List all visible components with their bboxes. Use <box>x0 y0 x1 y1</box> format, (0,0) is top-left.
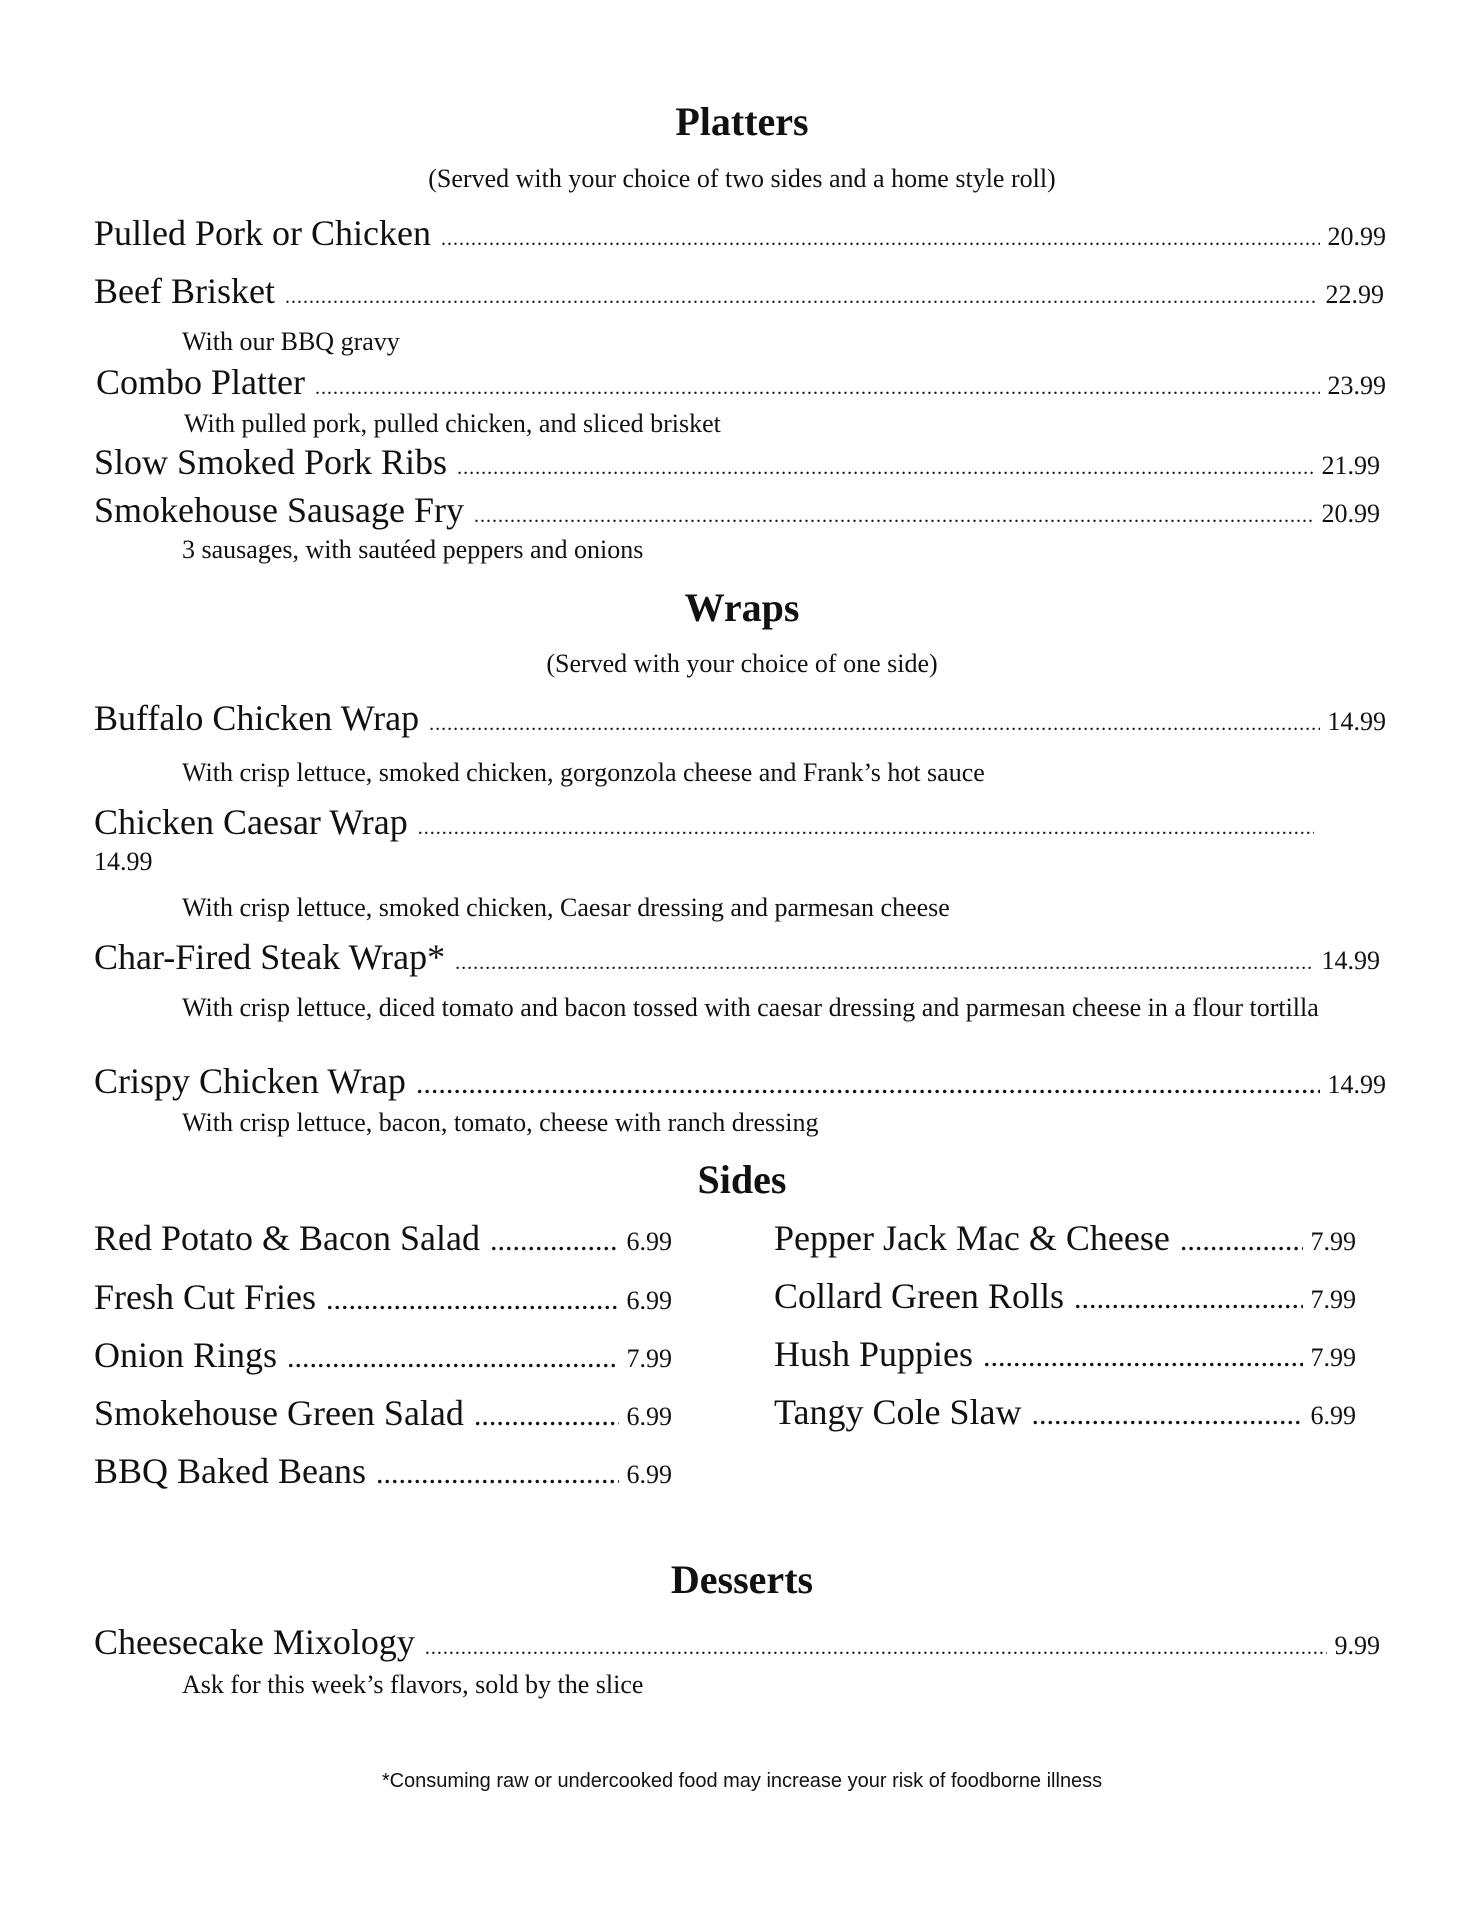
item-name: Beef Brisket <box>94 271 275 311</box>
menu-item <box>94 1624 1380 1660</box>
menu-item <box>94 1063 1386 1099</box>
leader-dots <box>457 458 1313 478</box>
side-item <box>774 1220 1356 1256</box>
sides-heading: Sides <box>697 1157 787 1202</box>
menu-item <box>94 215 1386 251</box>
side-item <box>774 1394 1356 1430</box>
item-price: 6.99 <box>1310 1401 1356 1430</box>
item-name: Pulled Pork or Chicken <box>94 213 431 253</box>
item-description: With crisp lettuce, smoked chicken, gorgonzola cheese and Frank’s hot sauce <box>182 758 985 787</box>
item-price: 14.99 <box>1327 1070 1386 1099</box>
item-name: Hush Puppies <box>774 1334 974 1374</box>
item-price: 6.99 <box>626 1402 672 1431</box>
item-price: 7.99 <box>1310 1285 1356 1314</box>
leader-dots <box>285 287 1318 307</box>
item-name: Tangy Cole Slaw <box>774 1392 1022 1432</box>
item-description: With pulled pork, pulled chicken, and sliced brisket <box>184 409 721 438</box>
item-price: 22.99 <box>1325 280 1384 309</box>
item-price: 7.99 <box>626 1344 672 1373</box>
leader-dots <box>490 1226 619 1256</box>
leader-dots <box>474 506 1314 526</box>
item-name: Slow Smoked Pork Ribs <box>94 442 448 482</box>
item-price: 6.99 <box>626 1286 672 1315</box>
item-name: Chicken Caesar Wrap <box>94 802 408 842</box>
side-item <box>94 1337 672 1373</box>
item-name: Char-Fired Steak Wrap* <box>94 937 446 977</box>
leader-dots <box>315 378 1320 398</box>
menu-item <box>94 444 1380 480</box>
item-price: 6.99 <box>626 1460 672 1489</box>
menu-item <box>96 364 1386 400</box>
item-price: 14.99 <box>1327 707 1386 736</box>
footnote: *Consuming raw or undercooked food may increase your risk of foodborne illness <box>381 1770 1103 1792</box>
item-price: 7.99 <box>1310 1227 1356 1256</box>
leader-dots <box>455 953 1313 973</box>
item-price: 21.99 <box>1321 451 1380 480</box>
menu-item <box>94 939 1380 975</box>
item-name: Smokehouse Green Salad <box>94 1393 464 1433</box>
desserts-heading: Desserts <box>670 1557 814 1602</box>
leader-dots <box>326 1285 618 1315</box>
leader-dots <box>1074 1284 1303 1314</box>
menu-item <box>94 804 1314 840</box>
item-name: Buffalo Chicken Wrap <box>94 698 420 738</box>
menu-item <box>94 700 1386 736</box>
item-price: 14.99 <box>94 847 153 876</box>
side-item <box>94 1453 672 1489</box>
leader-dots <box>1031 1400 1302 1430</box>
item-price: 23.99 <box>1327 371 1386 400</box>
item-name: BBQ Baked Beans <box>94 1451 366 1491</box>
leader-dots <box>441 229 1320 249</box>
item-description: With crisp lettuce, smoked chicken, Caesar dressing and parmesan cheese <box>182 893 950 922</box>
item-description: 3 sausages, with sautéed peppers and onions <box>182 535 644 564</box>
item-price: 7.99 <box>1310 1343 1356 1372</box>
item-price: 20.99 <box>1327 222 1386 251</box>
platters-subtitle: (Served with your choice of two sides and a home style roll) <box>428 164 1056 193</box>
item-price: 14.99 <box>1321 946 1380 975</box>
item-name: Collard Green Rolls <box>774 1276 1064 1316</box>
item-price: 20.99 <box>1321 499 1380 528</box>
side-item <box>774 1336 1356 1372</box>
leader-dots <box>376 1459 619 1489</box>
leader-dots <box>287 1343 618 1373</box>
item-name: Smokehouse Sausage Fry <box>94 490 464 530</box>
item-description: With crisp lettuce, bacon, tomato, cheese with ranch dressing <box>182 1108 819 1137</box>
leader-dots <box>1180 1226 1303 1256</box>
item-price: 9.99 <box>1334 1631 1380 1660</box>
side-item <box>94 1279 672 1315</box>
leader-dots <box>418 818 1314 838</box>
side-item <box>94 1220 672 1256</box>
item-description: With our BBQ gravy <box>182 327 400 356</box>
leader-dots <box>983 1342 1302 1372</box>
menu-item <box>94 273 1384 309</box>
side-item <box>774 1278 1356 1314</box>
item-name: Combo Platter <box>96 362 305 402</box>
item-name: Red Potato & Bacon Salad <box>94 1218 480 1258</box>
item-name: Fresh Cut Fries <box>94 1277 317 1317</box>
leader-dots <box>425 1638 1327 1658</box>
item-name: Onion Rings <box>94 1335 278 1375</box>
item-price: 6.99 <box>626 1227 672 1256</box>
item-description: Ask for this week’s flavors, sold by the slice <box>182 1670 644 1699</box>
item-name: Cheesecake Mixology <box>94 1622 415 1662</box>
leader-dots <box>429 714 1319 734</box>
leader-dots <box>416 1069 1320 1099</box>
menu-item <box>94 492 1380 528</box>
platters-heading: Platters <box>675 99 809 144</box>
item-description: With crisp lettuce, diced tomato and bacon tossed with caesar dressing and parmesan cheese in a flour tortilla <box>182 993 1319 1022</box>
wraps-subtitle: (Served with your choice of one side) <box>546 649 938 678</box>
item-name: Pepper Jack Mac & Cheese <box>774 1218 1170 1258</box>
item-name: Crispy Chicken Wrap <box>94 1061 406 1101</box>
leader-dots <box>474 1401 619 1431</box>
wraps-heading: Wraps <box>684 585 800 630</box>
side-item <box>94 1395 672 1431</box>
